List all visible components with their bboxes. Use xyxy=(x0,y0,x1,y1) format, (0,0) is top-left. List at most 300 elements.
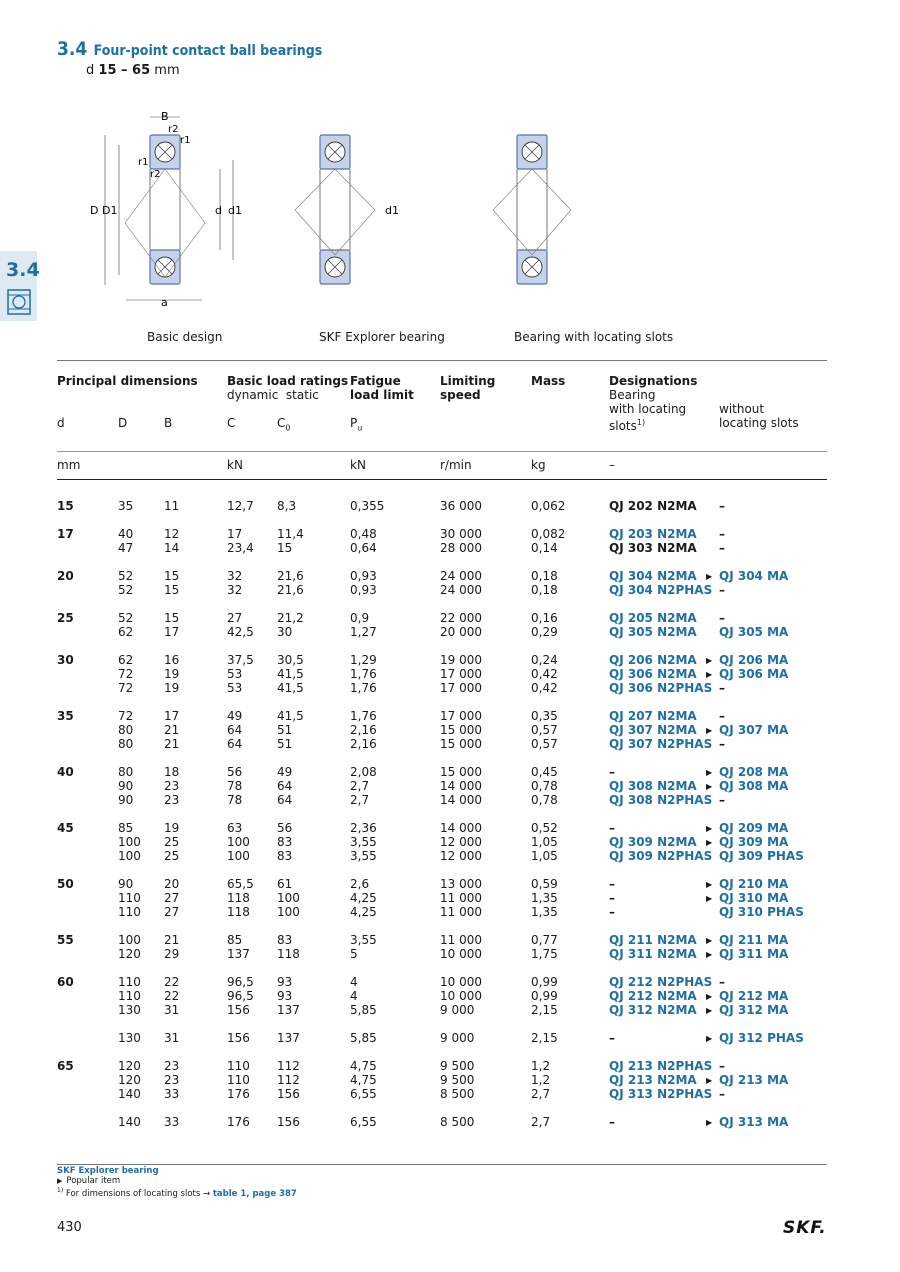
designation-without-slots: – xyxy=(719,737,725,751)
designation-with-slots: – xyxy=(609,877,615,891)
popular-item-icon: ▶ xyxy=(706,768,713,777)
popular-item-icon: ▶ xyxy=(706,1118,713,1127)
header-without-2: locating slots xyxy=(719,416,799,430)
cell-mass: 0,14 xyxy=(531,541,558,555)
cell-mass: 0,99 xyxy=(531,975,558,989)
cell-speed: 17 000 xyxy=(440,709,482,723)
popular-item-icon: ▶ xyxy=(706,894,713,903)
cell-b: 27 xyxy=(164,891,180,905)
d-label: d xyxy=(86,63,95,78)
popular-item-icon: ▶ xyxy=(706,880,713,889)
cell-speed: 15 000 xyxy=(440,765,482,779)
designation-without-slots: – xyxy=(719,681,725,695)
designation-without-slots: QJ 313 MA xyxy=(719,1115,789,1129)
footnote-slots-text: For dimensions of locating slots xyxy=(65,1188,201,1199)
cell-mass: 1,75 xyxy=(531,947,558,961)
cell-pu: 5 xyxy=(350,947,358,961)
cell-pu: 2,16 xyxy=(350,723,377,737)
cell-c: 110 xyxy=(227,1073,250,1087)
cell-speed: 15 000 xyxy=(440,737,482,751)
cell-c0: 41,5 xyxy=(277,681,304,695)
cell-d: 110 xyxy=(118,905,141,919)
cell-mass: 0,24 xyxy=(531,653,558,667)
designation-with-slots: – xyxy=(609,891,615,905)
cell-b: 23 xyxy=(164,779,180,793)
cell-speed: 13 000 xyxy=(440,877,482,891)
designation-with-slots: QJ 213 N2MA xyxy=(609,1073,697,1087)
popular-item-icon: ▶ xyxy=(706,670,713,679)
cell-speed: 36 000 xyxy=(440,499,482,513)
cell-pu: 4,25 xyxy=(350,891,377,905)
cell-pu: 1,29 xyxy=(350,653,377,667)
designation-with-slots: QJ 306 N2PHAS xyxy=(609,681,713,695)
designation-without-slots: QJ 312 MA xyxy=(719,1003,789,1017)
unit-speed: r/min xyxy=(440,458,472,472)
cell-pu: 4,75 xyxy=(350,1073,377,1087)
cell-speed: 9 500 xyxy=(440,1073,475,1087)
cell-d: 85 xyxy=(118,821,134,835)
designation-without-slots: QJ 310 MA xyxy=(719,891,789,905)
cell-mass: 0,42 xyxy=(531,681,558,695)
header-limiting-2: speed xyxy=(440,388,481,402)
designation-with-slots: QJ 307 N2PHAS xyxy=(609,737,713,751)
cell-c0: 51 xyxy=(277,737,293,751)
designation-without-slots: QJ 211 MA xyxy=(719,933,789,947)
cell-b: 12 xyxy=(164,527,180,541)
cell-pu: 0,9 xyxy=(350,611,370,625)
cell-d: 72 xyxy=(118,709,134,723)
cell-b: 25 xyxy=(164,835,180,849)
cell-b: 22 xyxy=(164,975,180,989)
cell-c0: 64 xyxy=(277,779,293,793)
symbol-C0-sub: 0 xyxy=(285,423,291,433)
cell-pu: 0,355 xyxy=(350,499,385,513)
cell-mass: 0,59 xyxy=(531,877,558,891)
cell-pu: 1,76 xyxy=(350,667,377,681)
popular-item-icon: ▶ xyxy=(706,572,713,581)
cell-speed: 28 000 xyxy=(440,541,482,555)
cell-c: 96,5 xyxy=(227,975,254,989)
symbol-D: D xyxy=(118,416,128,430)
cell-d: 140 xyxy=(118,1087,141,1101)
popular-arrow-icon: ▶ xyxy=(57,1177,63,1185)
cell-mass: 0,42 xyxy=(531,667,558,681)
cell-b: 33 xyxy=(164,1087,180,1101)
cell-mass: 1,2 xyxy=(531,1073,551,1087)
designation-with-slots: QJ 211 N2MA xyxy=(609,933,697,947)
cell-b: 27 xyxy=(164,905,180,919)
cell-mass: 0,57 xyxy=(531,737,558,751)
cell-mass: 1,05 xyxy=(531,849,558,863)
cell-pu: 5,85 xyxy=(350,1003,377,1017)
skf-logo: SKF. xyxy=(783,1218,827,1238)
cell-d: 80 xyxy=(118,765,134,779)
cell-d: 72 xyxy=(118,681,134,695)
bore-diameter-cell: 45 xyxy=(57,821,74,835)
cell-c: 100 xyxy=(227,835,250,849)
label-d1: d1 xyxy=(228,204,242,217)
bore-diameter-cell: 17 xyxy=(57,527,74,541)
cell-speed: 20 000 xyxy=(440,625,482,639)
footnotes xyxy=(57,1166,297,1199)
cell-c: 53 xyxy=(227,681,243,695)
designation-without-slots: – xyxy=(719,583,725,597)
designation-with-slots: QJ 207 N2MA xyxy=(609,709,697,723)
cell-b: 19 xyxy=(164,821,180,835)
cell-pu: 2,36 xyxy=(350,821,377,835)
cell-d: 90 xyxy=(118,877,134,891)
cell-speed: 14 000 xyxy=(440,793,482,807)
cell-b: 15 xyxy=(164,611,180,625)
popular-item-icon: ▶ xyxy=(706,936,713,945)
cell-speed: 24 000 xyxy=(440,569,482,583)
cell-c0: 11,4 xyxy=(277,527,304,541)
header-bearing: Bearing xyxy=(609,388,656,402)
footnote-slots xyxy=(57,1186,297,1199)
cell-c0: 61 xyxy=(277,877,293,891)
designation-without-slots: QJ 307 MA xyxy=(719,723,789,737)
cell-c0: 112 xyxy=(277,1073,300,1087)
cell-speed: 17 000 xyxy=(440,667,482,681)
designation-without-slots: – xyxy=(719,1059,725,1073)
cell-c0: 83 xyxy=(277,835,293,849)
cell-d: 90 xyxy=(118,793,134,807)
cell-d: 62 xyxy=(118,653,134,667)
cell-mass: 0,29 xyxy=(531,625,558,639)
cell-d: 110 xyxy=(118,975,141,989)
cell-d: 120 xyxy=(118,1073,141,1087)
cell-c: 65,5 xyxy=(227,877,254,891)
caption-explorer: SKF Explorer bearing xyxy=(319,330,445,344)
cell-c: 176 xyxy=(227,1115,250,1129)
cell-b: 22 xyxy=(164,989,180,1003)
designation-with-slots: QJ 205 N2MA xyxy=(609,611,697,625)
cell-mass: 0,18 xyxy=(531,569,558,583)
cell-speed: 10 000 xyxy=(440,975,482,989)
cell-c0: 112 xyxy=(277,1059,300,1073)
cell-c0: 21,6 xyxy=(277,569,304,583)
cell-c: 23,4 xyxy=(227,541,254,555)
cell-c0: 137 xyxy=(277,1031,300,1045)
cell-speed: 8 500 xyxy=(440,1087,475,1101)
cell-c0: 100 xyxy=(277,905,300,919)
designation-with-slots: – xyxy=(609,765,615,779)
cell-mass: 1,05 xyxy=(531,835,558,849)
cell-c: 64 xyxy=(227,723,243,737)
cell-pu: 4 xyxy=(350,989,358,1003)
cell-c: 27 xyxy=(227,611,243,625)
cell-c: 100 xyxy=(227,849,250,863)
cell-mass: 0,16 xyxy=(531,611,558,625)
cell-c0: 21,2 xyxy=(277,611,304,625)
cell-speed: 11 000 xyxy=(440,891,482,905)
cell-mass: 0,77 xyxy=(531,933,558,947)
cell-c0: 56 xyxy=(277,821,293,835)
designation-without-slots: QJ 309 MA xyxy=(719,835,789,849)
cell-speed: 9 000 xyxy=(440,1031,475,1045)
cell-c0: 8,3 xyxy=(277,499,297,513)
bore-diameter-cell: 65 xyxy=(57,1059,74,1073)
cell-d: 120 xyxy=(118,947,141,961)
cell-speed: 9 500 xyxy=(440,1059,475,1073)
cell-c: 78 xyxy=(227,793,243,807)
cell-mass: 0,062 xyxy=(531,499,566,513)
section-title-text: Four-point contact ball bearings xyxy=(93,43,323,59)
cell-c0: 83 xyxy=(277,933,293,947)
d-unit: mm xyxy=(154,63,180,78)
popular-item-icon: ▶ xyxy=(706,1006,713,1015)
cell-speed: 9 000 xyxy=(440,1003,475,1017)
cell-b: 17 xyxy=(164,709,180,723)
footnote-link[interactable]: table 1, page 387 xyxy=(212,1188,297,1199)
cell-d: 130 xyxy=(118,1031,141,1045)
cell-d: 40 xyxy=(118,527,134,541)
cell-speed: 14 000 xyxy=(440,821,482,835)
cell-c0: 100 xyxy=(277,891,300,905)
footnote-explorer: SKF Explorer bearing xyxy=(57,1166,159,1176)
cell-d: 110 xyxy=(118,891,141,905)
cell-mass: 0,52 xyxy=(531,821,558,835)
cell-b: 31 xyxy=(164,1003,180,1017)
cell-d: 90 xyxy=(118,779,134,793)
designation-without-slots: QJ 212 MA xyxy=(719,989,789,1003)
d-range: 15 – 65 xyxy=(98,63,151,78)
cell-mass: 1,35 xyxy=(531,905,558,919)
header-designations-title: Designations xyxy=(609,374,698,388)
footnote-popular xyxy=(57,1176,297,1186)
popular-item-icon: ▶ xyxy=(706,1076,713,1085)
cell-c: 156 xyxy=(227,1031,250,1045)
designation-with-slots: QJ 303 N2MA xyxy=(609,541,697,555)
designation-with-slots: QJ 304 N2MA xyxy=(609,569,697,583)
label-explorer-d1: d1 xyxy=(385,204,399,217)
cell-mass: 0,78 xyxy=(531,793,558,807)
popular-item-icon: ▶ xyxy=(706,782,713,791)
cell-speed: 30 000 xyxy=(440,527,482,541)
popular-item-icon: ▶ xyxy=(706,824,713,833)
popular-item-icon: ▶ xyxy=(706,950,713,959)
designation-with-slots: – xyxy=(609,1031,615,1045)
cell-mass: 0,45 xyxy=(531,765,558,779)
label-d: d xyxy=(215,204,222,217)
header-fatigue-1: Fatigue xyxy=(350,374,401,388)
designation-without-slots: – xyxy=(719,793,725,807)
cell-mass: 0,35 xyxy=(531,709,558,723)
designation-with-slots: – xyxy=(609,821,615,835)
designation-without-slots: – xyxy=(719,499,725,513)
designation-without-slots: QJ 210 MA xyxy=(719,877,789,891)
cell-c0: 156 xyxy=(277,1115,300,1129)
cell-c0: 137 xyxy=(277,1003,300,1017)
bore-diameter-cell: 20 xyxy=(57,569,74,583)
designation-with-slots: QJ 202 N2MA xyxy=(609,499,697,513)
cell-c: 118 xyxy=(227,905,250,919)
cell-speed: 22 000 xyxy=(440,611,482,625)
cell-c: 176 xyxy=(227,1087,250,1101)
cell-pu: 6,55 xyxy=(350,1115,377,1129)
designation-without-slots: – xyxy=(719,527,725,541)
cell-b: 20 xyxy=(164,877,180,891)
popular-item-icon: ▶ xyxy=(706,992,713,1001)
bore-diameter-cell: 55 xyxy=(57,933,74,947)
cell-pu: 2,6 xyxy=(350,877,370,891)
cell-d: 72 xyxy=(118,667,134,681)
cell-b: 15 xyxy=(164,569,180,583)
cell-c: 137 xyxy=(227,947,250,961)
cell-d: 100 xyxy=(118,849,141,863)
designation-with-slots: QJ 206 N2MA xyxy=(609,653,697,667)
designation-without-slots: QJ 208 MA xyxy=(719,765,789,779)
cell-pu: 2,7 xyxy=(350,779,370,793)
cell-speed: 11 000 xyxy=(440,933,482,947)
cell-c: 64 xyxy=(227,737,243,751)
side-tab-label: 3.4 xyxy=(6,259,40,281)
page-number: 430 xyxy=(57,1220,82,1235)
designation-without-slots: QJ 312 PHAS xyxy=(719,1031,804,1045)
bore-diameter-cell: 30 xyxy=(57,653,74,667)
cell-speed: 8 500 xyxy=(440,1115,475,1129)
cell-b: 31 xyxy=(164,1031,180,1045)
cell-c: 78 xyxy=(227,779,243,793)
cell-d: 47 xyxy=(118,541,134,555)
header-load-ratings-sub: dynamic static xyxy=(227,388,319,402)
designation-without-slots: – xyxy=(719,709,725,723)
cell-c: 56 xyxy=(227,765,243,779)
cell-b: 11 xyxy=(164,499,180,513)
cell-b: 23 xyxy=(164,793,180,807)
cell-pu: 6,55 xyxy=(350,1087,377,1101)
label-a: a xyxy=(161,296,168,309)
cell-b: 14 xyxy=(164,541,180,555)
cell-speed: 19 000 xyxy=(440,653,482,667)
cell-mass: 2,15 xyxy=(531,1031,558,1045)
cell-c0: 83 xyxy=(277,849,293,863)
cell-pu: 1,76 xyxy=(350,681,377,695)
cell-pu: 0,93 xyxy=(350,569,377,583)
cell-b: 23 xyxy=(164,1059,180,1073)
label-D: D xyxy=(90,204,99,217)
cell-mass: 0,18 xyxy=(531,583,558,597)
cell-speed: 12 000 xyxy=(440,835,482,849)
cell-pu: 4,75 xyxy=(350,1059,377,1073)
cell-d: 52 xyxy=(118,583,134,597)
cell-pu: 5,85 xyxy=(350,1031,377,1045)
cell-d: 80 xyxy=(118,723,134,737)
designation-without-slots: QJ 305 MA xyxy=(719,625,789,639)
header-fatigue-2: load limit xyxy=(350,388,414,402)
footnote-popular-text: Popular item xyxy=(66,1176,121,1186)
cell-c: 49 xyxy=(227,709,243,723)
popular-item-icon: ▶ xyxy=(706,726,713,735)
cell-mass: 0,082 xyxy=(531,527,566,541)
cell-d: 100 xyxy=(118,933,141,947)
symbol-d: d xyxy=(57,416,65,430)
symbol-B: B xyxy=(164,416,173,430)
cell-d: 52 xyxy=(118,569,134,583)
bore-diameter-cell: 25 xyxy=(57,611,74,625)
designation-with-slots: – xyxy=(609,905,615,919)
cell-mass: 0,57 xyxy=(531,723,558,737)
popular-item-icon: ▶ xyxy=(706,1034,713,1043)
cell-c: 96,5 xyxy=(227,989,254,1003)
cell-pu: 0,48 xyxy=(350,527,377,541)
designation-with-slots: QJ 304 N2PHAS xyxy=(609,583,713,597)
cell-speed: 15 000 xyxy=(440,723,482,737)
cell-pu: 2,7 xyxy=(350,793,370,807)
cell-c0: 41,5 xyxy=(277,709,304,723)
cell-c0: 93 xyxy=(277,975,293,989)
cell-c: 12,7 xyxy=(227,499,254,513)
cell-speed: 10 000 xyxy=(440,947,482,961)
cell-b: 16 xyxy=(164,653,180,667)
cell-mass: 2,15 xyxy=(531,1003,558,1017)
cell-c0: 93 xyxy=(277,989,293,1003)
cell-pu: 3,55 xyxy=(350,835,377,849)
cell-pu: 1,27 xyxy=(350,625,377,639)
cell-speed: 10 000 xyxy=(440,989,482,1003)
symbol-Pu-text: P xyxy=(350,416,358,430)
designation-with-slots: QJ 307 N2MA xyxy=(609,723,697,737)
designation-with-slots: QJ 309 N2PHAS xyxy=(609,849,713,863)
cell-b: 17 xyxy=(164,625,180,639)
designation-with-slots: QJ 309 N2MA xyxy=(609,835,697,849)
cell-c0: 49 xyxy=(277,765,293,779)
cell-d: 62 xyxy=(118,625,134,639)
cell-b: 29 xyxy=(164,947,180,961)
symbol-Pu-sub: u xyxy=(357,423,363,433)
designation-without-slots: QJ 311 MA xyxy=(719,947,789,961)
cell-b: 18 xyxy=(164,765,180,779)
cell-d: 130 xyxy=(118,1003,141,1017)
cell-c: 32 xyxy=(227,569,243,583)
unit-kN-load: kN xyxy=(227,458,243,472)
cell-b: 33 xyxy=(164,1115,180,1129)
unit-kN-fatigue: kN xyxy=(350,458,366,472)
bore-diameter-cell: 60 xyxy=(57,975,74,989)
cell-b: 19 xyxy=(164,681,180,695)
designation-without-slots: QJ 306 MA xyxy=(719,667,789,681)
header-with-2-text: slots xyxy=(609,419,637,433)
cell-b: 21 xyxy=(164,737,180,751)
cell-c0: 64 xyxy=(277,793,293,807)
cell-c0: 41,5 xyxy=(277,667,304,681)
cell-b: 19 xyxy=(164,667,180,681)
cell-pu: 2,08 xyxy=(350,765,377,779)
cell-pu: 2,16 xyxy=(350,737,377,751)
cell-c: 53 xyxy=(227,667,243,681)
designation-without-slots: QJ 213 MA xyxy=(719,1073,789,1087)
cell-mass: 2,7 xyxy=(531,1087,551,1101)
designation-with-slots: QJ 308 N2MA xyxy=(609,779,697,793)
label-r1-top: r1 xyxy=(180,135,191,146)
popular-item-icon: ▶ xyxy=(706,838,713,847)
unit-mass: kg xyxy=(531,458,546,472)
cell-c0: 30,5 xyxy=(277,653,304,667)
unit-mm: mm xyxy=(57,458,81,472)
caption-locating-slots: Bearing with locating slots xyxy=(514,330,674,344)
designation-without-slots: – xyxy=(719,1087,725,1101)
label-D1: D1 xyxy=(102,204,118,217)
header-limiting-1: Limiting xyxy=(440,374,496,388)
bore-diameter-cell: 40 xyxy=(57,765,74,779)
cell-b: 21 xyxy=(164,723,180,737)
cell-b: 21 xyxy=(164,933,180,947)
cell-b: 23 xyxy=(164,1073,180,1087)
bore-diameter-cell: 50 xyxy=(57,877,74,891)
designation-without-slots: – xyxy=(719,975,725,989)
footnote-mark: 1) xyxy=(57,1187,64,1194)
cell-pu: 0,64 xyxy=(350,541,377,555)
